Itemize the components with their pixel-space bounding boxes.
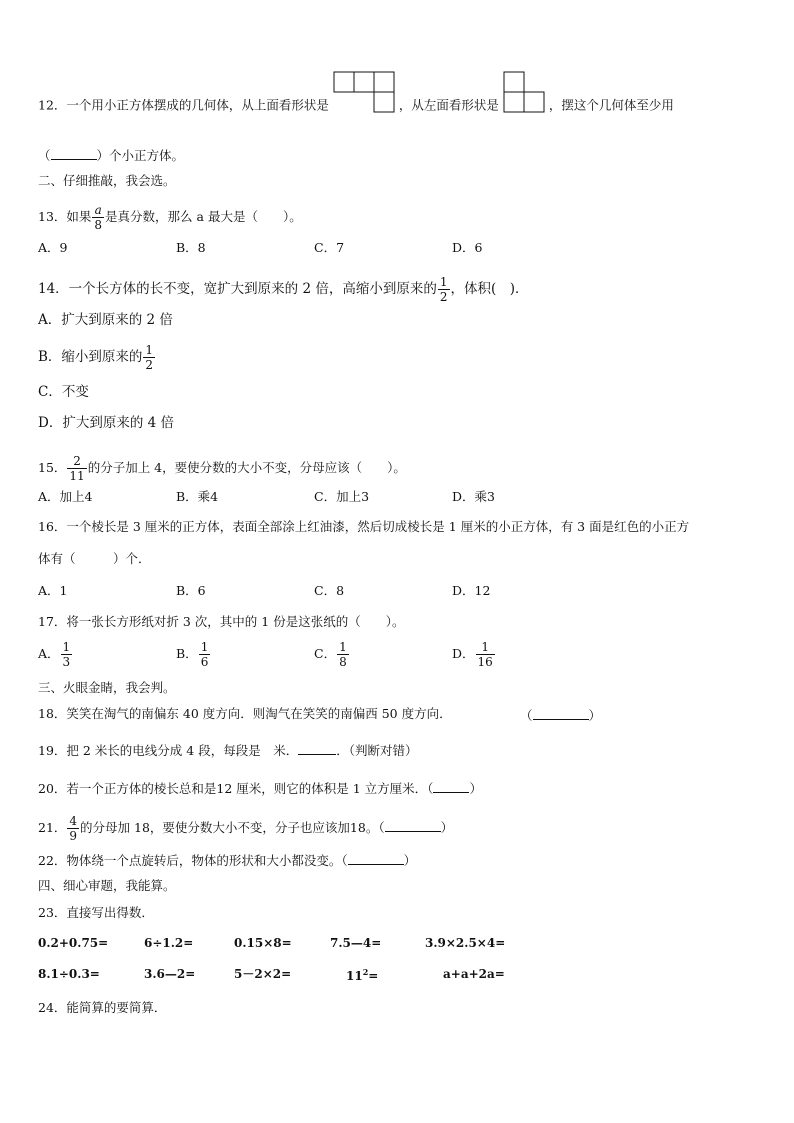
question-21	[38, 815, 453, 842]
q17-option-d[interactable]	[452, 641, 496, 668]
option-label: B．	[176, 646, 198, 661]
paren-close: ）	[403, 853, 417, 868]
q13-option-c[interactable]: C．7	[314, 240, 345, 255]
q16-option-a[interactable]: A．1	[38, 583, 68, 598]
calc-item: a+a+2a=	[443, 967, 505, 981]
question-12	[38, 99, 674, 113]
frac-numerator: 1	[476, 641, 495, 655]
question-17: 17．将一张长方形纸对折 3 次，其中的 1 份是这张纸的（ ）。	[38, 614, 405, 629]
paren-open: （	[520, 708, 533, 723]
calc-item	[346, 968, 378, 982]
frac-numerator: 1	[339, 640, 347, 654]
q19-post: ．（判断对错）	[336, 743, 418, 758]
fraction-a-over-8	[92, 204, 104, 231]
q14-post: ，体积( )．	[450, 281, 529, 297]
q14-option-c[interactable]: C．不变	[38, 384, 89, 400]
q14-pre: 14．一个长方体的长不变，宽扩大到原来的 2 倍，高缩小到原来的	[38, 281, 437, 297]
frac-numerator: 1	[200, 640, 209, 654]
question-16-line2: 体有（ ）个．	[38, 551, 151, 566]
frac-denominator: 6	[200, 655, 209, 669]
fraction-1-over-2	[438, 276, 450, 303]
question-20	[38, 781, 482, 796]
q14-optb-text: B．缩小到原来的	[38, 349, 143, 365]
q13-option-d[interactable]: D．6	[452, 240, 483, 255]
calc-item: 8.1÷0.3=	[38, 967, 100, 981]
q15-option-d[interactable]: D．乘3	[452, 489, 495, 504]
frac-denominator: 9	[69, 829, 78, 843]
q15-pre: 15．	[38, 460, 67, 475]
q13-option-a[interactable]: A．9	[38, 240, 68, 255]
question-12-line2	[38, 148, 184, 163]
q21-pre: 21．	[38, 820, 67, 835]
paren-close: ）	[440, 820, 454, 835]
paren-close: ）个小正方体。	[96, 148, 185, 163]
calc-item: 3.9×2.5×4=	[425, 936, 506, 950]
question-19	[38, 743, 417, 758]
frac-denominator: 8	[94, 218, 103, 232]
calc-item: 0.15×8=	[234, 936, 292, 950]
frac-numerator: 1	[439, 275, 448, 289]
option-label: A．	[38, 646, 60, 661]
calc-item: 7.5—4=	[330, 936, 382, 950]
q20-pre: 20．若一个正方体的棱长总和是12 厘米，则它的体积是 1 立方厘米．（	[38, 781, 434, 796]
frac-numerator: a	[94, 203, 102, 217]
frac-numerator: 4	[69, 814, 78, 828]
q12-text-3: ，摆这个几何体至少用	[548, 97, 674, 113]
question-18: 18．笑笑在淘气的南偏东 40 度方向．则淘气在笑笑的南偏西 50 度方向．	[38, 706, 452, 721]
q22-pre: 22．物体绕一个点旋转后，物体的形状和大小都没变。（	[38, 853, 348, 868]
frac-denominator: 16	[477, 655, 493, 669]
frac-denominator: 3	[62, 655, 71, 669]
top-view-figure	[333, 71, 395, 113]
left-view-figure	[503, 71, 545, 113]
fraction-2-over-11	[67, 455, 86, 482]
answer-blank[interactable]	[51, 148, 97, 160]
fraction-1-over-2	[143, 344, 155, 371]
paren-open: （	[38, 148, 51, 163]
q16-option-d[interactable]: D．12	[452, 583, 491, 598]
q13-option-b[interactable]: B．8	[176, 240, 206, 255]
question-16-line1: 16．一个棱长是 3 厘米的正方体，表面全部涂上红油漆，然后切成棱长是 1 厘米的小正方体，有 3 面是红色的小正方	[38, 519, 690, 534]
fraction-1-over-6	[199, 641, 211, 668]
frac-numerator: 1	[62, 640, 71, 654]
section-3-heading: 三、火眼金睛，我会判。	[38, 680, 176, 695]
fraction-1-over-3	[61, 641, 73, 668]
frac-denominator: 11	[69, 469, 85, 483]
frac-numerator: 2	[67, 455, 86, 469]
answer-blank[interactable]	[533, 708, 589, 720]
q14-option-b[interactable]	[38, 344, 156, 371]
fraction-1-over-8	[337, 641, 349, 668]
calc-item: 3.6—2=	[144, 967, 196, 981]
calc-equals: =	[368, 969, 379, 983]
q15-option-a[interactable]: A．加上4	[38, 489, 93, 504]
q13-pre: 13．如果	[38, 209, 92, 224]
question-14	[38, 276, 529, 303]
q19-pre: 19．把 2 米长的电线分成 4 段，每段是 米．	[38, 743, 299, 758]
calc-item: 0.2+0.75=	[38, 936, 109, 950]
q16-option-b[interactable]: B．6	[176, 583, 206, 598]
q21-post: 的分母加 18，要使分数大小不变，分子也应该加18。（	[80, 820, 385, 835]
answer-blank[interactable]	[348, 853, 404, 865]
q17-option-a[interactable]	[38, 641, 73, 668]
question-24: 24．能简算的要简算．	[38, 1000, 167, 1015]
q15-post: 的分子加上 4，要使分数的大小不变，分母应该（ ）。	[87, 460, 406, 475]
calc-item: 5－2×2=	[234, 967, 292, 981]
q12-text-2: ，从左面看形状是	[398, 97, 499, 113]
fraction-4-over-9	[67, 815, 79, 842]
section-4-heading: 四、细心审题，我能算。	[38, 878, 176, 893]
q12-text-1: 12．一个用小正方体摆成的几何体，从上面看形状是	[38, 97, 329, 113]
q13-post: 是真分数，那么 a 最大是（ ）。	[105, 209, 302, 224]
fraction-1-over-16	[476, 641, 495, 668]
question-23: 23．直接写出得数．	[38, 905, 154, 920]
answer-blank[interactable]	[298, 743, 336, 755]
option-label: C．	[314, 646, 337, 661]
question-22	[38, 853, 416, 868]
paren-close: ）	[588, 708, 602, 723]
option-label: D．	[452, 646, 475, 661]
frac-denominator: 8	[339, 655, 347, 669]
frac-denominator: 2	[439, 290, 448, 304]
q15-option-c[interactable]: C．加上3	[314, 489, 370, 504]
calc-base: 11	[346, 969, 363, 983]
q14-option-d[interactable]: D．扩大到原来的 4 倍	[38, 415, 174, 431]
q14-option-a[interactable]: A．扩大到原来的 2 倍	[38, 312, 173, 328]
calc-item: 6÷1.2=	[144, 936, 194, 950]
q15-option-b[interactable]: B．乘4	[176, 489, 219, 504]
calc-exponent: 2	[362, 967, 369, 977]
q17-option-b[interactable]	[176, 641, 211, 668]
question-13	[38, 204, 302, 231]
frac-numerator: 1	[145, 343, 154, 357]
q20-post: ）	[469, 781, 482, 796]
q18-answer	[520, 708, 601, 723]
section-2-heading: 二、仔细推敲，我会选。	[38, 173, 176, 188]
answer-blank[interactable]	[433, 781, 469, 793]
question-15	[38, 455, 406, 482]
q17-option-c[interactable]	[314, 641, 350, 668]
frac-denominator: 2	[145, 358, 154, 372]
answer-blank[interactable]	[385, 820, 441, 832]
q16-option-c[interactable]: C．8	[314, 583, 345, 598]
